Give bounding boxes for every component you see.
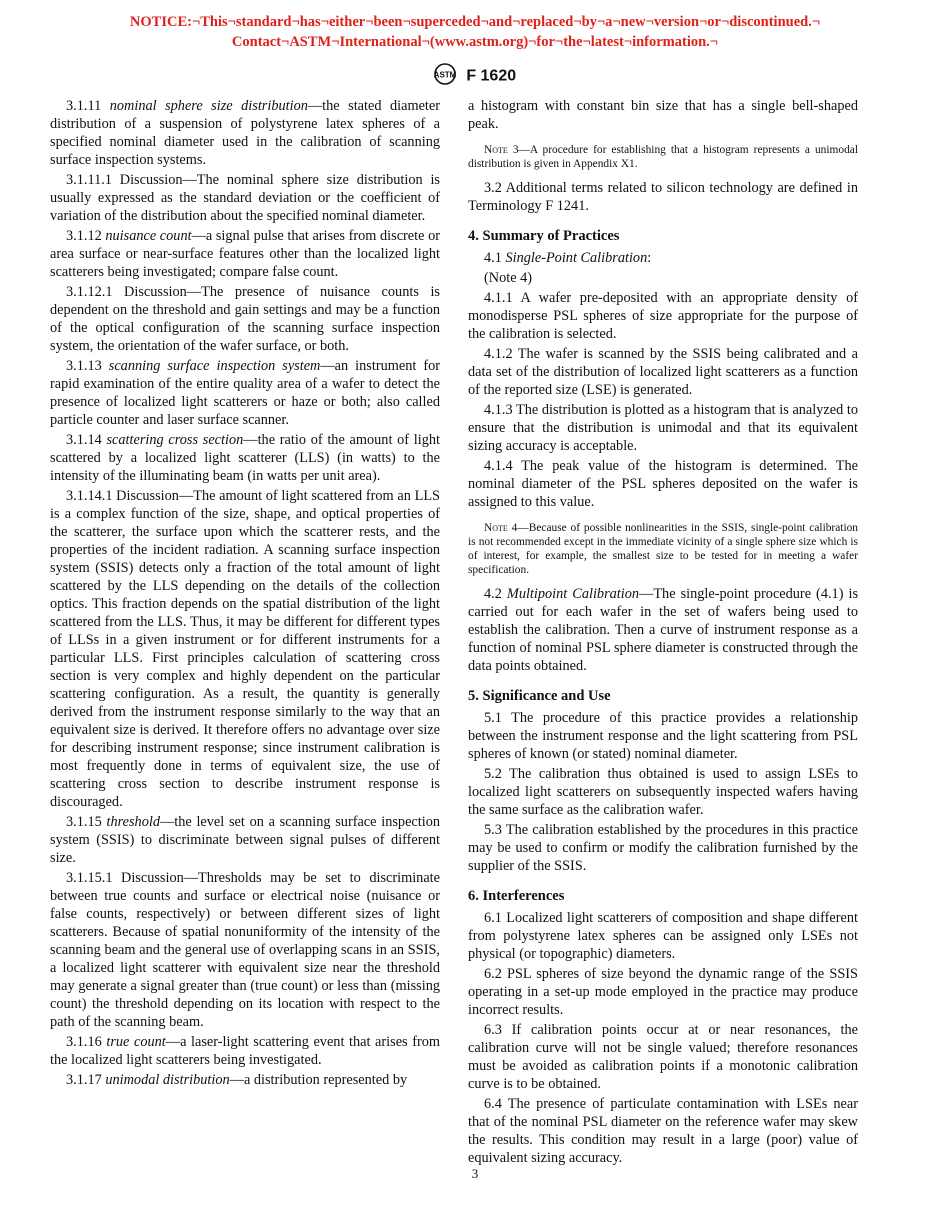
continuation-text: a histogram with constant bin size that has a single bell-shaped peak.	[468, 98, 858, 132]
section-4-1-3: 4.1.3 The distribution is plotted as a histogram that is analyzed to ensure that the distribution is unimodal and that its equivalent sizing accuracy is acceptable.	[468, 402, 858, 454]
def-3-1-16: 3.1.16 true count—a laser-light scattering event that arises from the localized light scatterers being investigated.	[50, 1034, 440, 1068]
right-column	[468, 97, 858, 1169]
note-3: Note 3—A procedure for establishing that a histogram represents a unimodal distribution is given in Appendix X1.	[468, 144, 858, 170]
designation: F 1620	[466, 67, 517, 85]
discussion-3-1-15-1: 3.1.15.1 Discussion—Thresholds may be set to discriminate between true counts and surface or electrical noise (nuisance or false counts, respectively) or between different sizes of light scatterers. Because of spatial nonuniformity of the intensity of the scanning beam and the general use of overlapping scans in an SSIS, a localized light scatterer with equivalent size near the threshold may generate a signal greater than (true count) or less than (missing count) the threshold depending on its location with respect to the path of the scanning beam.	[50, 870, 440, 1030]
note-4: Note 4—Because of possible nonlinearities in the SSIS, single-point calibration is not recommended except in the immediate vicinity of a single sphere size which is of interest, for example, the smallest size to be tested for in meeting a wafer specification.	[468, 522, 858, 576]
svg-text:ASTM: ASTM	[433, 70, 456, 80]
def-3-1-11: 3.1.11 nominal sphere size distribution—the stated diameter distribution of a suspension of polystyrene latex spheres of a specified nominal diameter used in the calibration of scanning surface inspection systems.	[50, 98, 440, 168]
section-4-1-4: 4.1.4 The peak value of the histogram is determined. The nominal diameter of the PSL spheres deposited on the wafer is assigned to this value.	[468, 458, 858, 510]
section-4-1: 4.1 Single-Point Calibration:	[484, 250, 652, 266]
notice-line-2: Contact¬ASTM¬International¬(www.astm.org)¬for¬the¬latest¬information.¬	[231, 34, 719, 50]
section-6-4: 6.4 The presence of particulate contamination with LSEs near that of the nominal PSL diameter on the reference wafer may skew the results. This condition may result in a large (poor) value of equivalent sizing accuracy.	[468, 1096, 858, 1166]
heading-significance-and-use: 5. Significance and Use	[468, 688, 611, 704]
left-column	[50, 97, 440, 1091]
discussion-3-1-12-1: 3.1.12.1 Discussion—The presence of nuisance counts is dependent on the threshold and gain settings and may be a function of the optical configuration of the scanning surface inspection system, the orientation of the wafer surface, or both.	[50, 284, 440, 354]
def-3-1-12: 3.1.12 nuisance count—a signal pulse that arises from discrete or area surface or near-surface features other than the localized light scatterers being investigated; compare false count.	[50, 228, 440, 280]
heading-summary-of-practices: 4. Summary of Practices	[468, 228, 620, 244]
section-4-2: 4.2 Multipoint Calibration—The single-point procedure (4.1) is carried out for each wafer in the set of wafers being used to establish the calibration. Then a curve of instrument response as a function of nominal PSL sphere diameter is constructed through the data points obtained.	[468, 586, 859, 674]
section-4-1-note-ref: (Note 4)	[484, 270, 533, 286]
discussion-3-1-14-1: 3.1.14.1 Discussion—The amount of light scattered from an LLS is a complex function of the size, shape, and optical properties of the scatterer, the surface upon which the scatterer rests, and the properties of the incident radiation. A scanning surface inspection system (SSIS) detects only a fraction of the total amount of light scattered by the LLS depending on the details of the collection optics. This fraction depends on the spatial distribution of the light scattered from the LLS. Thus, it may be different for different types of LLSs in a given instrument or for different instruments for a particular LLS. First principles calculation of scattering cross section is very complex and highly dependent on the particular scattering configuration. As a result, the quantity is generally derived from the instrument response similarly to the way that an equivalent size is derived. It therefore offers no advantage over size for describing instrument response; since instrument calibration is most frequently done in terms of equivalent size, the use of scattering cross section to describe instrument response is discouraged.	[50, 488, 440, 810]
astm-logo-icon	[434, 63, 456, 90]
discussion-3-1-11-1: 3.1.11.1 Discussion—The nominal sphere size distribution is usually expressed as the standard deviation or the coefficient of variation of the distribution about the specified nominal diameter.	[50, 172, 440, 224]
section-3-2: 3.2 Additional terms related to silicon technology are defined in Terminology F 1241.	[468, 180, 858, 214]
section-5-2: 5.2 The calibration thus obtained is used to assign LSEs to localized light scatterers on subsequently inspected wafers having the same surface as the calibration wafer.	[468, 766, 858, 818]
notice-line-1: NOTICE:¬This¬standard¬has¬either¬been¬superceded¬and¬replaced¬by¬a¬new¬version¬or¬discontinued.¬	[129, 14, 821, 30]
section-6-2: 6.2 PSL spheres of size beyond the dynamic range of the SSIS operating in a set-up mode employed in the practice may produce incorrect results.	[468, 966, 858, 1018]
notice-banner	[0, 12, 950, 52]
def-3-1-14: 3.1.14 scattering cross section—the ratio of the amount of light scattered by a localized light scatterer (LLS) (in watts) to the intensity of the illuminating beam (in watts per unit area).	[50, 432, 440, 484]
section-6-1: 6.1 Localized light scatterers of composition and shape different from polystyrene latex spheres can be assigned only LSEs not physical (or topographic) diameters.	[468, 910, 858, 962]
section-4-1-1: 4.1.1 A wafer pre-deposited with an appropriate density of monodisperse PSL spheres of size appropriate for the purpose of the calibration is selected.	[468, 290, 858, 342]
section-4-1-2: 4.1.2 The wafer is scanned by the SSIS being calibrated and a data set of the distribution of localized light scatterers as a function of the reported size (LSE) is generated.	[468, 346, 858, 398]
page-header	[0, 63, 950, 90]
heading-interferences: 6. Interferences	[468, 888, 565, 904]
page-number: 3	[471, 1166, 479, 1181]
def-3-1-17: 3.1.17 unimodal distribution—a distribution represented by	[66, 1072, 408, 1088]
def-3-1-13: 3.1.13 scanning surface inspection system—an instrument for rapid examination of the entire quality area of a wafer to detect the presence of localized light scatterers or haze or both; also called particle counter and laser surface scanner.	[50, 358, 440, 428]
section-5-3: 5.3 The calibration established by the procedures in this practice may be used to confirm or modify the calibration furnished by the supplier of the SSIS.	[468, 822, 858, 874]
def-3-1-15: 3.1.15 threshold—the level set on a scanning surface inspection system (SSIS) to discriminate between signal pulses of different size.	[50, 814, 440, 866]
section-6-3: 6.3 If calibration points occur at or near resonances, the calibration curve will not be single valued; therefore resonances must be avoided as calibration points if a monotonic calibration curve is to be obtained.	[468, 1022, 858, 1092]
section-5-1: 5.1 The procedure of this practice provides a relationship between the instrument response and the light scattering from PSL spheres of known (or stated) nominal diameter.	[468, 710, 858, 762]
